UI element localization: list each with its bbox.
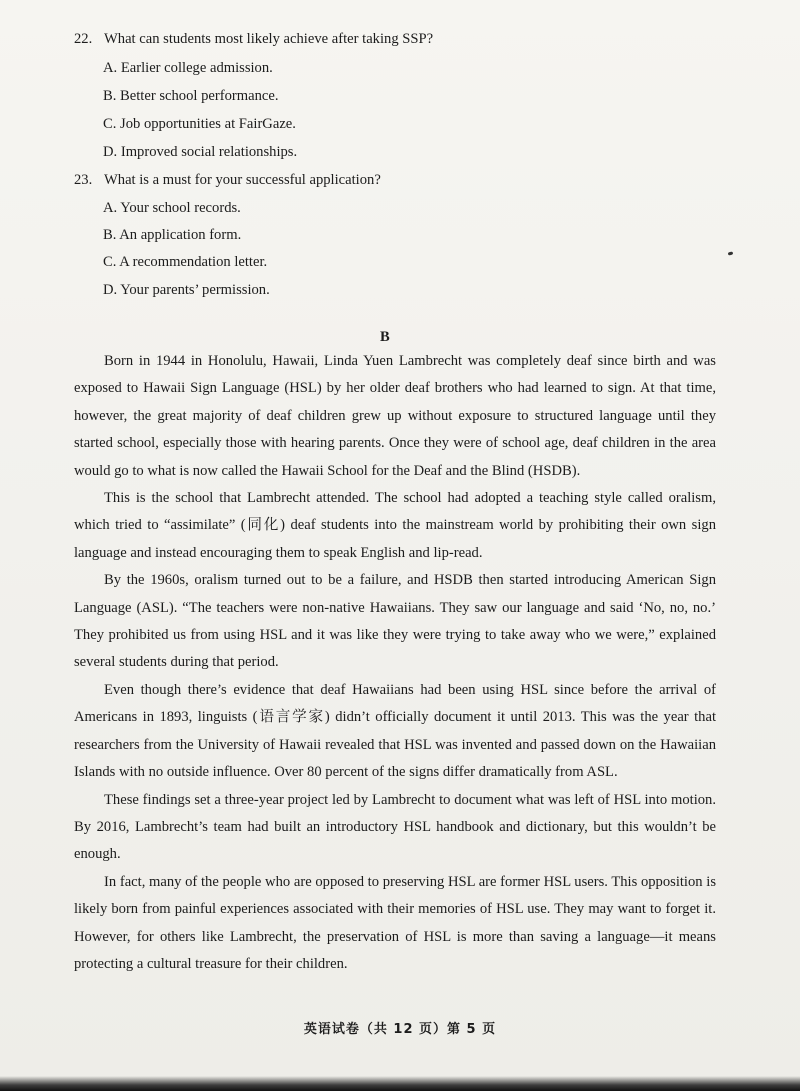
question-number: 22. [74, 31, 93, 47]
page-edge-shadow [0, 1076, 800, 1091]
question-text: What is a must for your successful application? [104, 172, 381, 188]
option-23-a: A. Your school records. [103, 200, 241, 216]
passage-paragraph-6: In fact, many of the people who are opposed to preserving HSL are former HSL users. This opposition is likely born from painful experiences associated with their memories of HSL use. They may want to forget it. However, for others like Lambrecht, the preservation of HSL is more than saving a language—it means protecting a cultural treasure for their children. [74, 873, 716, 972]
question-number: 23. [74, 172, 93, 188]
option-22-d: D. Improved social relationships. [103, 144, 298, 160]
option-23-c: C. A recommendation letter. [103, 254, 268, 270]
page-footer: 英语试卷（共 12 页）第 5 页 [303, 1022, 497, 1037]
reading-passage [74, 348, 716, 978]
question-23 [74, 170, 754, 190]
section-title: B [380, 329, 390, 345]
passage-paragraph-5: These findings set a three-year project led by Lambrecht to document what was left of HSL into motion. By 2016, Lambrecht’s team had built an introductory HSL handbook and dictionary, but this wouldn’t be enough. [74, 791, 716, 863]
passage-paragraph-2: This is the school that Lambrecht attended. The school had adopted a teaching style called oralism, which tried to “assimilate” (同化) deaf students into the mainstream world by prohibiting their own sign language and instead encouraging them to speak English and lip-read. [74, 490, 716, 561]
question-text: What can students most likely achieve after taking SSP? [104, 31, 434, 47]
passage-paragraph-1: Born in 1944 in Honolulu, Hawaii, Linda Yuen Lambrecht was completely deaf since birth and was exposed to Hawaii Sign Language (HSL) by her older deaf brothers who had learned to sign. At that time, however, the great majority of deaf children grew up without exposure to structured language until they started school, especially those with hearing parents. Once they were of school age, deaf children in the area would go to what is now called the Hawaii School for the Deaf and the Blind (HSDB). [74, 353, 716, 479]
option-22-c: C. Job opportunities at FairGaze. [103, 116, 296, 132]
option-23-b: B. An application form. [103, 227, 242, 243]
option-23-d: D. Your parents’ permission. [103, 282, 270, 298]
question-22 [74, 29, 754, 49]
passage-paragraph-3: By the 1960s, oralism turned out to be a failure, and HSDB then started introducing American Sign Language (ASL). “The teachers were non-native Hawaiians. They saw our language and said ‘No, no, no.’ They prohibited us from using HSL and it was like they were trying to take away who we were,” explained several students during that period. [74, 572, 716, 671]
option-22-a: A. Earlier college admission. [103, 60, 273, 76]
passage-paragraph-4: Even though there’s evidence that deaf Hawaiians had been using HSL since before the arrival of Americans in 1893, linguists (语言学家) didn’t officially document it until 2013. This was the year that researchers from the University of Hawaii revealed that HSL was invented and passed down on the Hawaiian Islands with no outside influence. Over 80 percent of the signs differ dramatically from ASL. [74, 681, 716, 781]
option-22-b: B. Better school performance. [103, 88, 279, 104]
